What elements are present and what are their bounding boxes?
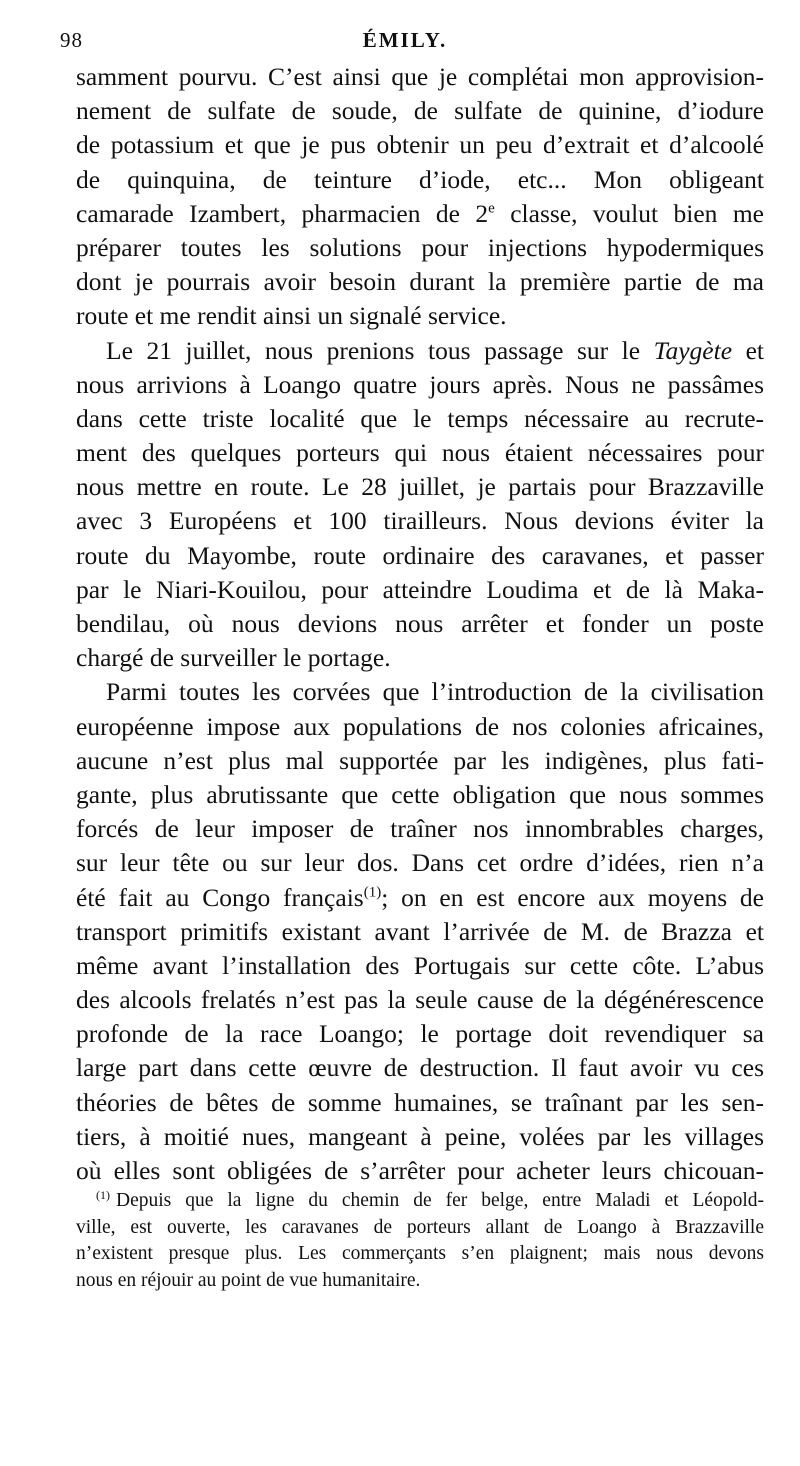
text-line: tiers, à moitié nues, mangeant à peine, volées par les villages [76, 1121, 764, 1151]
text-line: des alcools frelatés n’est pas la seule cause de la dégénérescence [76, 985, 764, 1015]
text-line: profonde de la race Loango; le portage doit revendiquer sa [76, 1019, 764, 1049]
text-line: de potassium et que je pus obtenir un peu d’extrait et d’alcoolé [76, 130, 764, 160]
footnote-line: nous en réjouir au point de vue humanitaire. [76, 1269, 421, 1291]
footnote-line [76, 1188, 764, 1215]
text-line: transport primitifs existant avant l’arrivée de M. de Brazza et [76, 916, 764, 946]
text-line: nous mettre en route. Le 28 juillet, je partais pour Brazzaville [76, 472, 764, 502]
text-fragment: ; on en est encore aux moyens de [381, 882, 764, 912]
text-line: route et me rendit ainsi un signalé service. [76, 301, 507, 331]
page-number: 98 [60, 28, 83, 52]
text-line: préparer toutes les solutions pour injections hypodermiques [76, 232, 764, 262]
body-text [76, 60, 764, 1188]
text-line: sur leur tête ou sur leur dos. Dans cet ordre d’idées, rien n’a [76, 848, 764, 878]
text-line: samment pourvu. C’est ainsi que je complétai mon approvision- [76, 62, 764, 91]
text-line: où elles sont obligées de s’arrêter pour acheter leurs chicouan- [76, 1156, 764, 1185]
text-line: avec 3 Européens et 100 tirailleurs. Nous devions éviter la [76, 506, 764, 536]
text-fragment: camarade Izambert, pharmacien de 2 [76, 198, 489, 228]
text-fragment: été fait au Congo français [76, 882, 364, 912]
text-line: dont je pourrais avoir besoin durant la première partie de ma [76, 267, 764, 297]
text-line: même avant l’installation des Portugais sur cette côte. L’abus [76, 950, 764, 980]
text-line: par le Niari-Kouilou, pour atteindre Loudima et de là Maka- [76, 574, 764, 604]
text-line: aucune n’est plus mal supportée par les indigènes, plus fati- [76, 745, 764, 775]
footnote-marker: (1) [96, 1188, 110, 1202]
text-line: ment des quelques porteurs qui nous étaient nécessaires pour [76, 438, 764, 468]
text-line: gante, plus abrutissante que cette obligation que nous sommes [76, 779, 764, 809]
page-header [60, 28, 750, 58]
ship-name: Taygète [653, 335, 733, 365]
text-line: de quinquina, de teinture d’iode, etc... Mon obligeant [76, 164, 764, 194]
text-line: bendilau, où nous devions nous arrêter et fonder un poste [76, 609, 764, 638]
text-line: large part dans cette œuvre de destruction. Il faut avoir vu ces [76, 1053, 764, 1083]
text-fragment: classe, voulut bien me [494, 198, 764, 228]
footnote-line: n’existent presque plus. Les commerçants s’en plaignent; mais nous devons [76, 1243, 764, 1264]
text-fragment: Le 21 juillet, nous prenions tous passage sur le [106, 335, 654, 365]
footnote-block [76, 1188, 764, 1294]
paragraph-start-line: Parmi toutes les corvées que l’introduction de la civilisation [106, 677, 764, 707]
text-line: route du Mayombe, route ordinaire des caravanes, et passer [76, 540, 764, 570]
footnote-line: ville, est ouverte, les caravanes de porteurs allant de Loango à Brazzaville [76, 1216, 764, 1238]
text-line: forcés de leur imposer de traîner nos innombrables charges, [76, 814, 764, 844]
footnote-reference[interactable]: (1) [363, 884, 382, 900]
text-line [76, 881, 764, 915]
text-fragment: et [732, 335, 764, 365]
text-line: chargé de surveiller le portage. [76, 643, 391, 673]
text-line: nement de sulfate de soude, de sulfate de quinine, d’iodure [76, 96, 764, 126]
text-line [76, 197, 764, 231]
text-line: théories de bêtes de somme humaines, se traînant par les sen- [76, 1087, 764, 1117]
text-fragment: Depuis que la ligne du chemin de fer belge, entre Maladi et Léopold- [116, 1190, 764, 1211]
text-line: nous arrivions à Loango quatre jours après. Nous ne passâmes [76, 369, 764, 399]
text-line: européenne impose aux populations de nos colonies africaines, [76, 711, 764, 741]
paragraph-start-line [76, 334, 764, 368]
running-title: ÉMILY. [362, 28, 448, 52]
ordinal-superscript: e [488, 200, 495, 217]
text-line: dans cette triste localité que le temps nécessaire au recrute- [76, 403, 764, 433]
